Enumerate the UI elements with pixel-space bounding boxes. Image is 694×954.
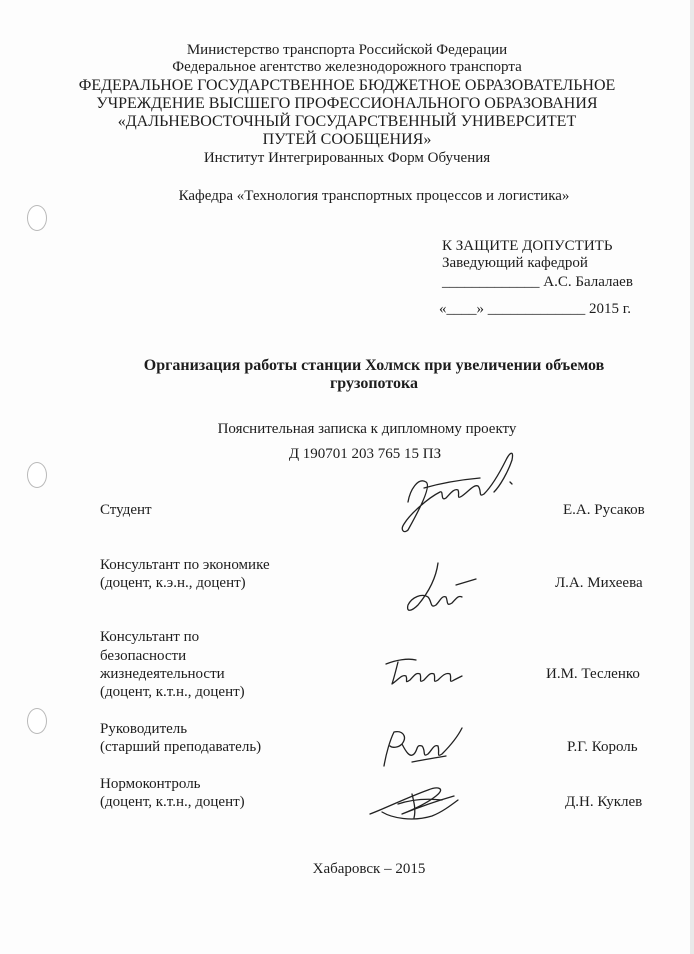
signatory-role: Консультант по экономике (100, 557, 270, 573)
thesis-title-line-2: грузопотока (330, 375, 418, 392)
footer-city-year: Хабаровск – 2015 (312, 861, 426, 877)
department-line: Кафедра «Технология транспортных процессов и логистика» (178, 188, 570, 204)
student-signature (388, 442, 528, 537)
ministry-line: Министерство транспорта Российской Федерации (186, 42, 508, 58)
punch-hole (27, 462, 47, 488)
punch-hole (27, 205, 47, 231)
normcontrol-signature (362, 778, 472, 828)
signatory-name: Д.Н. Куклев (565, 794, 643, 810)
approval-heading: К ЗАЩИТЕ ДОПУСТИТЬ (442, 238, 613, 254)
approval-date-line: «____» _____________ 2015 г. (439, 301, 631, 317)
safety-consultant-signature (380, 650, 470, 695)
signatory-role: жизнедеятельности (100, 666, 225, 682)
institution-line-1: ФЕДЕРАЛЬНОЕ ГОСУДАРСТВЕННОЕ БЮДЖЕТНОЕ ОБРАЗОВАТЕЛЬНОЕ (78, 77, 616, 94)
document-subtitle: Пояснительная записка к дипломному проекту (217, 421, 517, 437)
approval-signature-line: _____________ А.С. Балалаев (442, 274, 633, 290)
signatory-name: Р.Г. Король (567, 739, 638, 755)
signatory-role: Нормоконтроль (100, 776, 201, 792)
supervisor-signature (372, 722, 472, 777)
signatory-role: Студент (100, 502, 152, 518)
agency-line: Федеральное агентство железнодорожного транспорта (172, 59, 522, 75)
signatory-name: Е.А. Русаков (563, 502, 645, 518)
signatory-role: (доцент, к.т.н., доцент) (100, 794, 245, 810)
institution-line-2: УЧРЕЖДЕНИЕ ВЫСШЕГО ПРОФЕССИОНАЛЬНОГО ОБРАЗОВАНИЯ (96, 95, 598, 112)
document-code: Д 190701 203 765 15 ПЗ (288, 446, 442, 462)
signatory-role: (доцент, к.т.н., доцент) (100, 684, 245, 700)
signatory-role: (доцент, к.э.н., доцент) (100, 575, 246, 591)
signatory-name: И.М. Тесленко (546, 666, 640, 682)
institution-line-3: «ДАЛЬНЕВОСТОЧНЫЙ ГОСУДАРСТВЕННЫЙ УНИВЕРСИТЕТ (117, 113, 577, 130)
institute-line: Институт Интегрированных Форм Обучения (203, 150, 491, 166)
approval-role: Заведующий кафедрой (442, 255, 588, 271)
punch-hole (27, 708, 47, 734)
signatory-role: Консультант по (100, 629, 200, 645)
signatory-role: Руководитель (100, 721, 188, 737)
signatory-role: безопасности (100, 648, 187, 664)
economics-consultant-signature (398, 553, 498, 623)
institution-line-4: ПУТЕЙ СООБЩЕНИЯ» (262, 131, 432, 148)
thesis-title-line-1: Организация работы станции Холмск при увеличении объемов (143, 357, 605, 374)
signatory-role: (старший преподаватель) (100, 739, 262, 755)
signatory-name: Л.А. Михеева (555, 575, 643, 591)
